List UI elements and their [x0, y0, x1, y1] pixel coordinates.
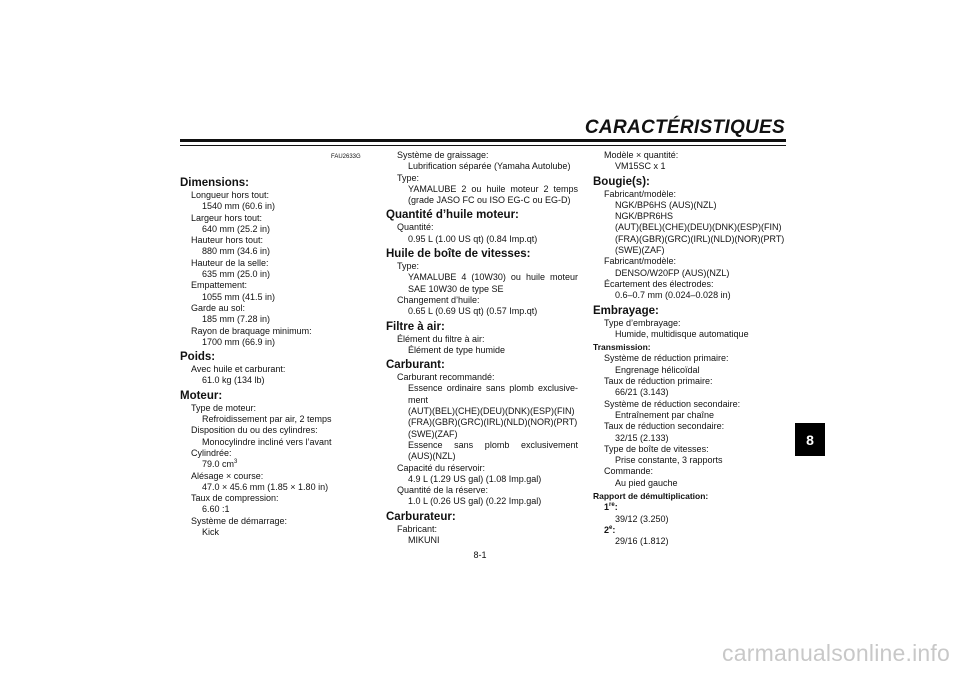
spec-line: [386, 173, 578, 184]
reference-code: FAU2633G: [331, 154, 361, 160]
spec-text: 880 mm (34.6 in): [202, 246, 271, 257]
spec-line: [180, 235, 380, 246]
spec-text: Humide, multidisque automatique: [615, 328, 749, 339]
superscript: 3: [234, 459, 238, 466]
spec-text: Avec huile et carburant:: [191, 364, 286, 375]
spec-heading: [593, 305, 788, 318]
spec-text: (AUT)(BEL)(CHE)(DEU)(DNK)(ESP)(FIN): [615, 222, 782, 233]
spec-text: Carburateur:: [386, 510, 456, 523]
spec-text: 0.65 L (0.69 US qt) (0.57 Imp.qt): [408, 306, 538, 317]
spec-line: [386, 535, 578, 546]
spec-line: [593, 410, 788, 421]
spec-text: (FRA)(GBR)(GRC)(IRL)(NLD)(NOR)(PRT): [408, 417, 578, 428]
spec-text: Quantité d’huile moteur:: [386, 209, 519, 222]
spec-text: Longueur hors tout:: [191, 190, 270, 200]
spec-line: [386, 161, 578, 172]
spec-text: 1.0 L (0.26 US gal) (0.22 Imp.gal): [408, 496, 542, 507]
spec-line: [180, 527, 380, 538]
spec-line: [180, 403, 380, 414]
spec-text: YAMALUBE 4 (10W30) ou huile moteur: [408, 272, 578, 283]
spec-line: [593, 318, 788, 329]
spec-text: Quantité de la réserve:: [397, 485, 489, 496]
spec-line: [593, 421, 788, 432]
spec-line: [386, 261, 578, 272]
spec-text: 1540 mm (60.6 in): [202, 201, 276, 212]
spec-text: Garde au sol:: [191, 302, 246, 313]
spec-text-tail: :: [614, 502, 618, 513]
spec-line: [180, 516, 380, 527]
spec-heading: [180, 351, 380, 364]
superscript: re: [609, 502, 615, 509]
spec-line: [593, 150, 788, 161]
spec-text: Commande:: [604, 466, 654, 477]
section-tab: 8: [795, 423, 825, 456]
spec-heading: [593, 491, 788, 502]
spec-heading: [593, 176, 788, 189]
spec-text: 29/16 (1.812): [615, 536, 669, 547]
page-number: 8-1: [473, 550, 487, 560]
spec-line: [593, 502, 788, 513]
spec-line: [180, 326, 380, 337]
spec-line: [386, 334, 578, 345]
page-title: CARACTÉRISTIQUES: [584, 117, 785, 138]
spec-line: [386, 485, 578, 496]
spec-text: Taux de réduction secondaire:: [604, 421, 725, 432]
watermark: carmanualsonline.info: [722, 640, 950, 666]
spec-line: [180, 375, 380, 386]
spec-line: [386, 372, 578, 383]
spec-text: Changement d’huile:: [397, 294, 480, 305]
spec-column-3: [593, 150, 788, 548]
spec-text: Prise constante, 3 rapports: [615, 455, 723, 466]
spec-line: [180, 224, 380, 235]
spec-text: NGK/BP6HS (AUS)(NZL): [615, 199, 717, 210]
spec-line: [180, 504, 380, 515]
spec-line: [180, 246, 380, 257]
spec-text: Carburant recommandé:: [397, 372, 495, 383]
spec-line: [180, 213, 380, 224]
spec-text: Rapport de démultiplication:: [593, 491, 709, 502]
spec-line: [593, 365, 788, 376]
spec-line: [386, 524, 578, 535]
spec-line: [386, 383, 578, 394]
spec-text: Hauteur de la selle:: [191, 257, 269, 268]
spec-line: [386, 496, 578, 507]
spec-text: Fabricant/modèle:: [604, 188, 677, 199]
spec-line: [386, 451, 578, 462]
spec-line: [593, 376, 788, 387]
spec-line: [180, 303, 380, 314]
spec-text: 1700 mm (66.9 in): [202, 336, 276, 347]
spec-heading: [386, 209, 578, 222]
spec-line: [386, 184, 578, 195]
spec-text: 0.95 L (1.00 US qt) (0.84 Imp.qt): [408, 233, 538, 244]
spec-line: [386, 429, 578, 440]
spec-text: Entraînement par chaîne: [615, 409, 715, 420]
spec-text: Système de démarrage:: [191, 515, 288, 526]
spec-line: [386, 222, 578, 233]
spec-text: 0.6–0.7 mm (0.024–0.028 in): [615, 290, 731, 301]
spec-text: Système de réduction primaire:: [604, 353, 729, 364]
spec-line: [386, 195, 578, 206]
spec-text: Type de boîte de vitesses:: [604, 443, 709, 454]
spec-line: [593, 329, 788, 340]
spec-heading: [180, 390, 380, 403]
spec-line: [180, 190, 380, 201]
spec-line: [180, 201, 380, 212]
spec-line: [593, 466, 788, 477]
spec-line: [180, 292, 380, 303]
spec-line: [593, 200, 788, 211]
spec-text: (SWE)(ZAF): [408, 428, 458, 439]
spec-text: 39/12 (3.250): [615, 513, 669, 524]
spec-text: 61.0 kg (134 lb): [202, 375, 265, 386]
spec-line: [386, 406, 578, 417]
spec-line: [386, 306, 578, 317]
spec-line: [593, 455, 788, 466]
spec-line: [593, 387, 788, 398]
spec-line: [593, 290, 788, 301]
spec-line: [386, 295, 578, 306]
spec-text: Modèle × quantité:: [604, 150, 679, 160]
spec-text: Poids:: [180, 351, 216, 364]
spec-text: 1055 mm (41.5 in): [202, 291, 276, 302]
spec-heading: [386, 359, 578, 372]
spec-text: 6.60 :1: [202, 504, 230, 515]
spec-text: Au pied gauche: [615, 477, 678, 488]
spec-text: (FRA)(GBR)(GRC)(IRL)(NLD)(NOR)(PRT): [615, 233, 785, 244]
spec-line: [180, 314, 380, 325]
spec-heading: [386, 511, 578, 524]
spec-text: Écartement des électrodes:: [604, 278, 714, 289]
superscript: e: [609, 524, 613, 531]
spec-line: [180, 269, 380, 280]
spec-line: [180, 482, 380, 493]
spec-text: Type de moteur:: [191, 402, 257, 413]
spec-text: Moteur:: [180, 389, 223, 402]
spec-text: Bougie(s):: [593, 175, 650, 188]
spec-text: 32/15 (2.133): [615, 432, 669, 443]
spec-heading: [386, 321, 578, 334]
spec-text: Type:: [397, 172, 420, 183]
spec-text: Lubrification séparée (Yamaha Autolube): [408, 161, 571, 172]
spec-text: 640 mm (25.2 in): [202, 223, 271, 234]
spec-text: VM15SC x 1: [615, 161, 666, 172]
spec-line: [180, 337, 380, 348]
spec-text: Monocylindre incliné vers l’avant: [202, 436, 332, 447]
spec-column-2: [386, 150, 578, 546]
spec-text: NGK/BPR6HS: [615, 211, 674, 222]
spec-line: [593, 525, 788, 536]
spec-text: Quantité:: [397, 222, 434, 233]
spec-line: [593, 189, 788, 200]
spec-line: [593, 279, 788, 290]
spec-line: [593, 399, 788, 410]
spec-text: 47.0 × 45.6 mm (1.85 × 1.80 in): [202, 481, 329, 492]
spec-heading: [180, 177, 380, 190]
spec-text: Taux de réduction primaire:: [604, 376, 713, 387]
spec-line: [386, 395, 578, 406]
spec-column-1: [180, 174, 380, 538]
spec-text: Fabricant/modèle:: [604, 256, 677, 267]
spec-text: Taux de compression:: [191, 493, 279, 504]
spec-text: YAMALUBE 2 ou huile moteur 2 temps: [408, 183, 578, 194]
spec-text: ment: [408, 394, 429, 405]
spec-heading: [386, 248, 578, 261]
spec-line: [386, 284, 578, 295]
spec-text: (AUS)(NZL): [408, 451, 456, 462]
spec-line: [180, 493, 380, 504]
spec-text: Capacité du réservoir:: [397, 462, 486, 473]
spec-line: [180, 459, 380, 470]
spec-line: [180, 471, 380, 482]
spec-line: [593, 433, 788, 444]
spec-line: [593, 353, 788, 364]
spec-text: Transmission:: [593, 342, 651, 353]
spec-text: Système de réduction secondaire:: [604, 398, 741, 409]
spec-line: [386, 463, 578, 474]
spec-line: [593, 245, 788, 256]
spec-text: DENSO/W20FP (AUS)(NZL): [615, 267, 730, 278]
spec-line: [593, 514, 788, 525]
spec-text: Largeur hors tout:: [191, 212, 263, 223]
spec-text: Engrenage hélicoïdal: [615, 364, 700, 375]
spec-line: [593, 268, 788, 279]
spec-line: [593, 444, 788, 455]
spec-text: Essence ordinaire sans plomb exclusive-: [408, 383, 578, 394]
spec-line: [180, 414, 380, 425]
spec-line: [593, 478, 788, 489]
spec-text: Disposition du ou des cylindres:: [191, 425, 318, 436]
spec-text: Fabricant:: [397, 523, 438, 534]
spec-line: [386, 272, 578, 283]
spec-text: Élément de type humide: [408, 344, 506, 355]
spec-line: [180, 425, 380, 436]
spec-text: 79.0 cm: [202, 459, 235, 470]
spec-text: Rayon de braquage minimum:: [191, 325, 312, 336]
spec-text: Carburant:: [386, 359, 445, 372]
spec-text: MIKUNI: [408, 535, 440, 546]
spec-line: [593, 256, 788, 267]
spec-line: [386, 150, 578, 161]
spec-text: (SWE)(ZAF): [615, 245, 665, 256]
spec-text: 4.9 L (1.29 US gal) (1.08 Imp.gal): [408, 473, 542, 484]
spec-text: Essence sans plomb exclusivement: [408, 439, 578, 450]
spec-text: SAE 10W30 de type SE: [408, 283, 504, 294]
spec-line: [386, 474, 578, 485]
spec-text: Embrayage:: [593, 304, 659, 317]
spec-line: [386, 417, 578, 428]
spec-text: 66/21 (3.143): [615, 387, 669, 398]
spec-line: [593, 234, 788, 245]
spec-text-tail: :: [612, 524, 616, 535]
spec-heading: [593, 342, 788, 353]
spec-text: 185 mm (7.28 in): [202, 314, 271, 325]
spec-text: Cylindrée:: [191, 447, 232, 458]
spec-text: Élément du filtre à air:: [397, 333, 485, 344]
spec-text: Kick: [202, 527, 220, 538]
spec-text: Système de graissage:: [397, 150, 489, 160]
spec-text: Type:: [397, 261, 420, 272]
spec-text: Hauteur hors tout:: [191, 235, 264, 246]
spec-text: (AUT)(BEL)(CHE)(DEU)(DNK)(ESP)(FIN): [408, 406, 575, 417]
spec-text: Alésage × course:: [191, 470, 264, 481]
spec-line: [593, 161, 788, 172]
spec-line: [180, 364, 380, 375]
spec-line: [386, 345, 578, 356]
spec-line: [180, 280, 380, 291]
spec-text: Empattement:: [191, 280, 248, 291]
spec-text: Filtre à air:: [386, 320, 445, 333]
spec-text: (grade JASO FC ou ISO EG-C ou EG-D): [408, 195, 571, 206]
spec-line: [180, 258, 380, 269]
spec-text: 635 mm (25.0 in): [202, 269, 271, 280]
header-rule-thin: [180, 145, 786, 146]
spec-line: [593, 222, 788, 233]
spec-line: [593, 536, 788, 547]
spec-text: Refroidissement par air, 2 temps: [202, 414, 332, 425]
spec-line: [180, 448, 380, 459]
spec-text: Huile de boîte de vitesses:: [386, 248, 531, 261]
header-rule-thick: [180, 139, 786, 142]
spec-line: [593, 211, 788, 222]
spec-text: Type d’embrayage:: [604, 317, 681, 328]
spec-line: [386, 440, 578, 451]
spec-line: [180, 437, 380, 448]
spec-text: 2: [604, 524, 610, 535]
spec-text: Dimensions:: [180, 177, 250, 189]
spec-line: [386, 234, 578, 245]
spec-text: 1: [604, 502, 610, 513]
